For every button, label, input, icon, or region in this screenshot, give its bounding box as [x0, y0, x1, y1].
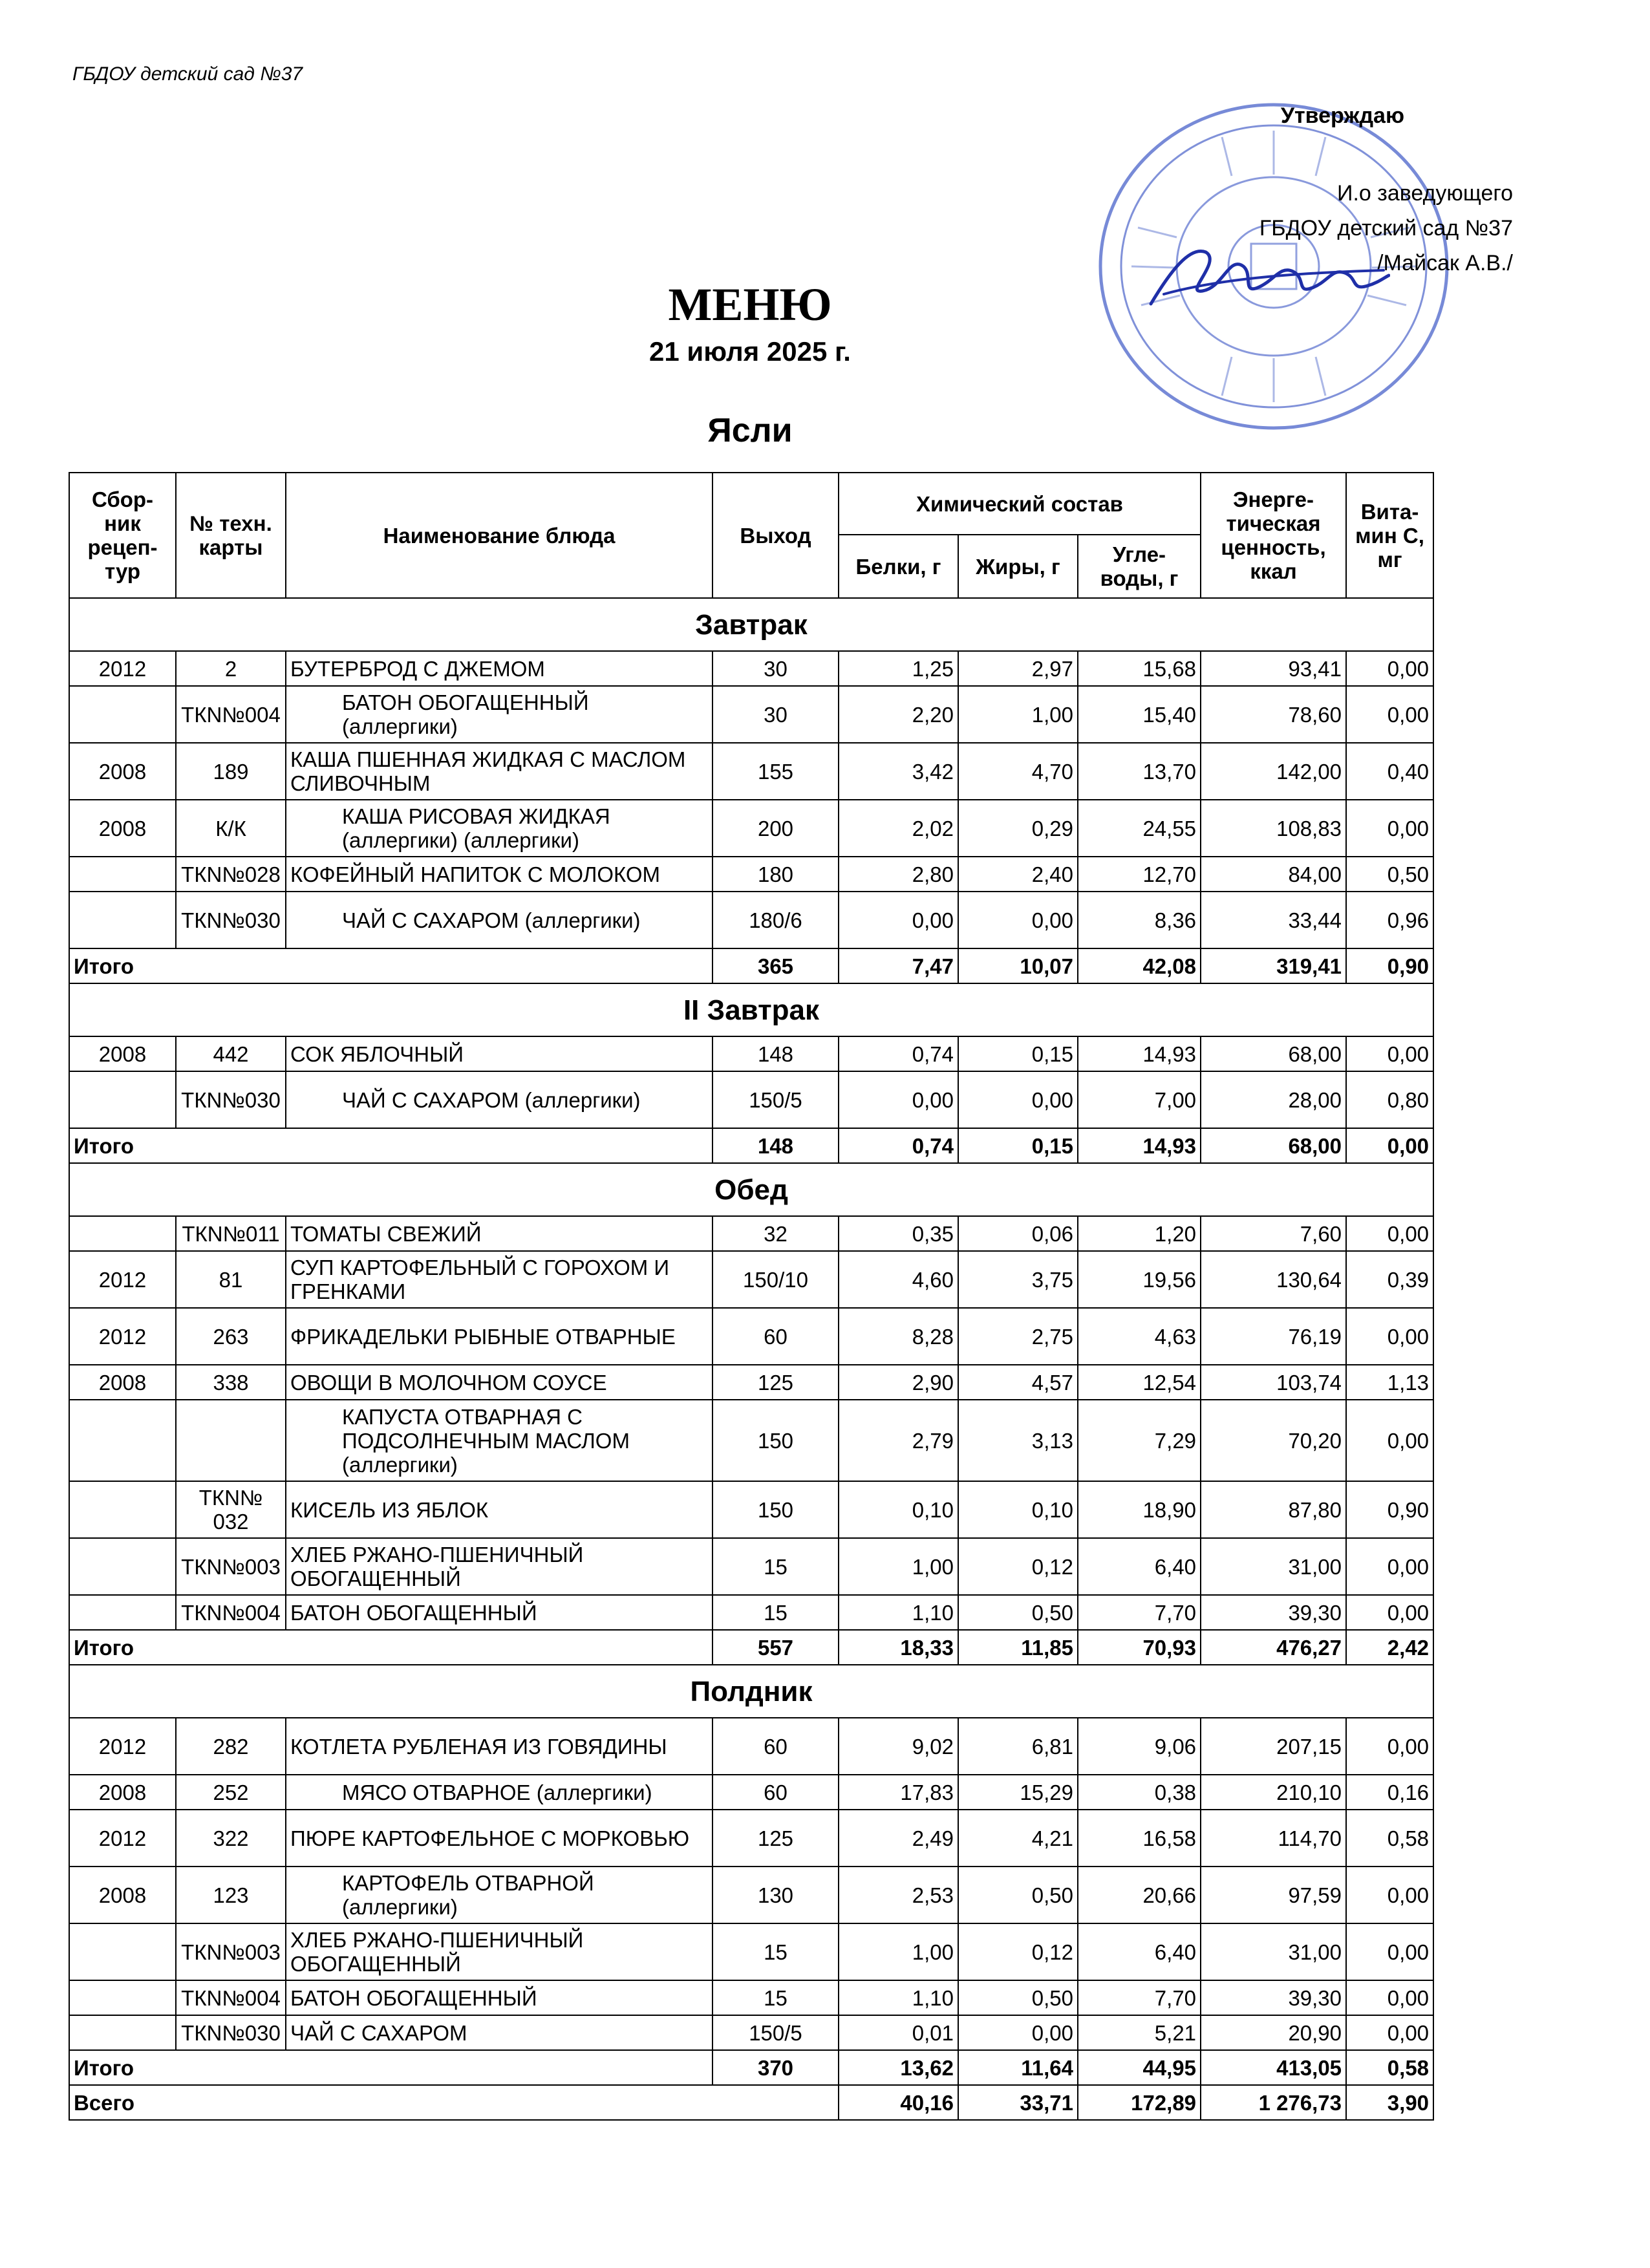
- tech-card-cell: [176, 1400, 286, 1481]
- yield-cell: 125: [712, 1810, 839, 1867]
- recipe-collection-cell: 2008: [69, 1867, 176, 1923]
- yield-cell: 60: [712, 1775, 839, 1810]
- dish-name-cell: ЧАЙ С САХАРОМ (аллергики): [286, 892, 712, 948]
- section-total-row: [69, 1630, 1433, 1665]
- carbs-cell: 16,58: [1078, 1810, 1201, 1867]
- carbs-cell: 15,68: [1078, 651, 1201, 686]
- vitamin-c-cell: 0,00: [1346, 2015, 1433, 2050]
- dish-row: [69, 1365, 1433, 1400]
- dish-row: [69, 1308, 1433, 1365]
- total-f: 11,64: [958, 2050, 1078, 2085]
- total-label: Итого: [69, 2050, 712, 2085]
- total-p: 7,47: [839, 948, 958, 983]
- tech-card-cell: ТКN№030: [176, 892, 286, 948]
- carbs-cell: 4,63: [1078, 1308, 1201, 1365]
- col-recipe-collection: Сбор-ник рецеп-тур: [69, 473, 176, 598]
- menu-body: [69, 598, 1433, 2120]
- total-c: 44,95: [1078, 2050, 1201, 2085]
- fat-cell: 0,06: [958, 1216, 1078, 1251]
- carbs-cell: 15,40: [1078, 686, 1201, 743]
- recipe-collection-cell: [69, 1216, 176, 1251]
- vitamin-c-cell: 1,13: [1346, 1365, 1433, 1400]
- dish-name-cell: БАТОН ОБОГАЩЕННЫЙ (аллергики): [286, 686, 712, 743]
- vitamin-c-cell: 0,58: [1346, 1810, 1433, 1867]
- vitamin-c-cell: 0,40: [1346, 743, 1433, 800]
- tech-card-cell: 322: [176, 1810, 286, 1867]
- protein-cell: 2,79: [839, 1400, 958, 1481]
- yield-cell: 150/5: [712, 2015, 839, 2050]
- dish-name-cell: КАША ПШЕННАЯ ЖИДКАЯ С МАСЛОМ СЛИВОЧНЫМ: [286, 743, 712, 800]
- col-yield: Выход: [712, 473, 839, 598]
- vitamin-c-cell: 0,50: [1346, 857, 1433, 892]
- protein-cell: 1,25: [839, 651, 958, 686]
- total-v: 2,42: [1346, 1630, 1433, 1665]
- total-e: 319,41: [1201, 948, 1346, 983]
- dish-row: [69, 892, 1433, 948]
- menu-date: 21 июля 2025 г.: [649, 336, 851, 367]
- grand-total-e: 1 276,73: [1201, 2085, 1346, 2120]
- recipe-collection-cell: [69, 1071, 176, 1128]
- carbs-cell: 20,66: [1078, 1867, 1201, 1923]
- vitamin-c-cell: 0,00: [1346, 1923, 1433, 1980]
- yield-cell: 150/5: [712, 1071, 839, 1128]
- vitamin-c-cell: 0,00: [1346, 651, 1433, 686]
- total-e: 476,27: [1201, 1630, 1346, 1665]
- vitamin-c-cell: 0,39: [1346, 1251, 1433, 1308]
- protein-cell: 2,90: [839, 1365, 958, 1400]
- total-yield: 557: [712, 1630, 839, 1665]
- energy-cell: 31,00: [1201, 1538, 1346, 1595]
- vitamin-c-cell: 0,00: [1346, 1308, 1433, 1365]
- carbs-cell: 6,40: [1078, 1538, 1201, 1595]
- yield-cell: 155: [712, 743, 839, 800]
- tech-card-cell: ТКN№003: [176, 1923, 286, 1980]
- section-total-row: [69, 1128, 1433, 1163]
- grand-total-v: 3,90: [1346, 2085, 1433, 2120]
- approval-label: Утверждаю: [1280, 103, 1404, 128]
- vitamin-c-cell: 0,16: [1346, 1775, 1433, 1810]
- recipe-collection-cell: [69, 892, 176, 948]
- dish-row: [69, 1595, 1433, 1630]
- recipe-collection-cell: [69, 1538, 176, 1595]
- yield-cell: 125: [712, 1365, 839, 1400]
- dish-row: [69, 743, 1433, 800]
- dish-name-cell: ФРИКАДЕЛЬКИ РЫБНЫЕ ОТВАРНЫЕ: [286, 1308, 712, 1365]
- total-e: 68,00: [1201, 1128, 1346, 1163]
- carbs-cell: 1,20: [1078, 1216, 1201, 1251]
- recipe-collection-cell: 2008: [69, 1036, 176, 1071]
- tech-card-cell: 338: [176, 1365, 286, 1400]
- vitamin-c-cell: 0,00: [1346, 1595, 1433, 1630]
- fat-cell: 0,00: [958, 892, 1078, 948]
- carbs-cell: 7,70: [1078, 1595, 1201, 1630]
- tech-card-cell: ТКN№004: [176, 1980, 286, 2015]
- energy-cell: 68,00: [1201, 1036, 1346, 1071]
- energy-cell: 39,30: [1201, 1595, 1346, 1630]
- fat-cell: 6,81: [958, 1718, 1078, 1775]
- carbs-cell: 24,55: [1078, 800, 1201, 857]
- yield-cell: 150: [712, 1400, 839, 1481]
- fat-cell: 2,75: [958, 1308, 1078, 1365]
- dish-name-cell: ОВОЩИ В МОЛОЧНОМ СОУСЕ: [286, 1365, 712, 1400]
- carbs-cell: 19,56: [1078, 1251, 1201, 1308]
- carbs-cell: 14,93: [1078, 1036, 1201, 1071]
- carbs-cell: 7,70: [1078, 1980, 1201, 2015]
- energy-cell: 97,59: [1201, 1867, 1346, 1923]
- dish-row: [69, 1071, 1433, 1128]
- energy-cell: 7,60: [1201, 1216, 1346, 1251]
- yield-cell: 150: [712, 1481, 839, 1538]
- yield-cell: 32: [712, 1216, 839, 1251]
- fat-cell: 4,57: [958, 1365, 1078, 1400]
- tech-card-cell: 81: [176, 1251, 286, 1308]
- total-label: Итого: [69, 948, 712, 983]
- dish-name-cell: БУТЕРБРОД С ДЖЕМОМ: [286, 651, 712, 686]
- recipe-collection-cell: [69, 1980, 176, 2015]
- grand-total-c: 172,89: [1078, 2085, 1201, 2120]
- carbs-cell: 0,38: [1078, 1775, 1201, 1810]
- yield-cell: 15: [712, 1923, 839, 1980]
- dish-row: [69, 686, 1433, 743]
- fat-cell: 0,00: [958, 1071, 1078, 1128]
- dish-row: [69, 1810, 1433, 1867]
- dish-row: [69, 800, 1433, 857]
- energy-cell: 76,19: [1201, 1308, 1346, 1365]
- yield-cell: 15: [712, 1538, 839, 1595]
- section-total-row: [69, 948, 1433, 983]
- recipe-collection-cell: 2012: [69, 1251, 176, 1308]
- recipe-collection-cell: 2012: [69, 1308, 176, 1365]
- total-c: 70,93: [1078, 1630, 1201, 1665]
- col-energy: Энерге-тическая ценность, ккал: [1201, 473, 1346, 598]
- age-group: Ясли: [707, 412, 793, 449]
- recipe-collection-cell: [69, 1923, 176, 1980]
- tech-card-cell: 2: [176, 651, 286, 686]
- yield-cell: 130: [712, 1867, 839, 1923]
- section-title: II Завтрак: [69, 983, 1433, 1036]
- yield-cell: 180/6: [712, 892, 839, 948]
- tech-card-cell: 282: [176, 1718, 286, 1775]
- organization-name: ГБДОУ детский сад №37: [72, 63, 303, 85]
- protein-cell: 1,10: [839, 1595, 958, 1630]
- dish-name-cell: БАТОН ОБОГАЩЕННЫЙ: [286, 1980, 712, 2015]
- vitamin-c-cell: 0,00: [1346, 686, 1433, 743]
- fat-cell: 3,13: [958, 1400, 1078, 1481]
- dish-row: [69, 1216, 1433, 1251]
- col-protein: Белки, г: [839, 535, 958, 598]
- dish-name-cell: СУП КАРТОФЕЛЬНЫЙ С ГОРОХОМ И ГРЕНКАМИ: [286, 1251, 712, 1308]
- section-title: Обед: [69, 1163, 1433, 1216]
- dish-name-cell: КИСЕЛЬ ИЗ ЯБЛОК: [286, 1481, 712, 1538]
- total-yield: 370: [712, 2050, 839, 2085]
- energy-cell: 108,83: [1201, 800, 1346, 857]
- tech-card-cell: ТКN№011: [176, 1216, 286, 1251]
- fat-cell: 0,00: [958, 2015, 1078, 2050]
- protein-cell: 0,00: [839, 892, 958, 948]
- total-f: 10,07: [958, 948, 1078, 983]
- energy-cell: 103,74: [1201, 1365, 1346, 1400]
- col-dish-name: Наименование блюда: [286, 473, 712, 598]
- col-carbs: Угле-воды, г: [1078, 535, 1201, 598]
- dish-name-cell: МЯСО ОТВАРНОЕ (аллергики): [286, 1775, 712, 1810]
- dish-name-cell: ХЛЕБ РЖАНО-ПШЕНИЧНЫЙ ОБОГАЩЕННЫЙ: [286, 1538, 712, 1595]
- yield-cell: 148: [712, 1036, 839, 1071]
- approver-name: /Майсак А.В./: [1377, 251, 1513, 275]
- recipe-collection-cell: [69, 686, 176, 743]
- tech-card-cell: ТКN№030: [176, 1071, 286, 1128]
- carbs-cell: 12,70: [1078, 857, 1201, 892]
- dish-name-cell: ЧАЙ С САХАРОМ: [286, 2015, 712, 2050]
- total-p: 0,74: [839, 1128, 958, 1163]
- section-header-row: [69, 983, 1433, 1036]
- total-p: 13,62: [839, 2050, 958, 2085]
- col-chemical-composition: Химический состав: [839, 473, 1201, 535]
- recipe-collection-cell: [69, 857, 176, 892]
- protein-cell: 2,49: [839, 1810, 958, 1867]
- section-header-row: [69, 598, 1433, 651]
- dish-name-cell: КОФЕЙНЫЙ НАПИТОК С МОЛОКОМ: [286, 857, 712, 892]
- approver-organization: ГБДОУ детский сад №37: [1259, 216, 1513, 241]
- energy-cell: 93,41: [1201, 651, 1346, 686]
- energy-cell: 87,80: [1201, 1481, 1346, 1538]
- total-c: 14,93: [1078, 1128, 1201, 1163]
- protein-cell: 0,01: [839, 2015, 958, 2050]
- fat-cell: 0,15: [958, 1036, 1078, 1071]
- dish-name-cell: ХЛЕБ РЖАНО-ПШЕНИЧНЫЙ ОБОГАЩЕННЫЙ: [286, 1923, 712, 1980]
- dish-row: [69, 1036, 1433, 1071]
- yield-cell: 30: [712, 651, 839, 686]
- yield-cell: 15: [712, 1595, 839, 1630]
- tech-card-cell: ТКN№004: [176, 686, 286, 743]
- energy-cell: 39,30: [1201, 1980, 1346, 2015]
- carbs-cell: 18,90: [1078, 1481, 1201, 1538]
- section-total-row: [69, 2050, 1433, 2085]
- dish-row: [69, 1980, 1433, 2015]
- recipe-collection-cell: [69, 1400, 176, 1481]
- yield-cell: 180: [712, 857, 839, 892]
- vitamin-c-cell: 0,00: [1346, 1718, 1433, 1775]
- dish-row: [69, 1538, 1433, 1595]
- carbs-cell: 13,70: [1078, 743, 1201, 800]
- dish-row: [69, 1251, 1433, 1308]
- recipe-collection-cell: 2008: [69, 1775, 176, 1810]
- fat-cell: 0,10: [958, 1481, 1078, 1538]
- energy-cell: 78,60: [1201, 686, 1346, 743]
- fat-cell: 15,29: [958, 1775, 1078, 1810]
- total-yield: 365: [712, 948, 839, 983]
- protein-cell: 0,74: [839, 1036, 958, 1071]
- recipe-collection-cell: [69, 1595, 176, 1630]
- energy-cell: 20,90: [1201, 2015, 1346, 2050]
- dish-name-cell: ЧАЙ С САХАРОМ (аллергики): [286, 1071, 712, 1128]
- total-v: 0,58: [1346, 2050, 1433, 2085]
- protein-cell: 1,10: [839, 1980, 958, 2015]
- protein-cell: 1,00: [839, 1538, 958, 1595]
- tech-card-cell: 442: [176, 1036, 286, 1071]
- section-header-row: [69, 1163, 1433, 1216]
- tech-card-cell: 189: [176, 743, 286, 800]
- dish-name-cell: КАПУСТА ОТВАРНАЯ С ПОДСОЛНЕЧНЫМ МАСЛОМ (аллергики): [286, 1400, 712, 1481]
- carbs-cell: 9,06: [1078, 1718, 1201, 1775]
- tech-card-cell: ТКN№030: [176, 2015, 286, 2050]
- menu-table: [69, 472, 1434, 2121]
- protein-cell: 8,28: [839, 1308, 958, 1365]
- total-v: 0,00: [1346, 1128, 1433, 1163]
- yield-cell: 150/10: [712, 1251, 839, 1308]
- dish-row: [69, 651, 1433, 686]
- section-title: Завтрак: [69, 598, 1433, 651]
- protein-cell: 17,83: [839, 1775, 958, 1810]
- fat-cell: 3,75: [958, 1251, 1078, 1308]
- vitamin-c-cell: 0,80: [1346, 1071, 1433, 1128]
- dish-row: [69, 1775, 1433, 1810]
- dish-row: [69, 857, 1433, 892]
- dish-row: [69, 1481, 1433, 1538]
- grand-total-label: Всего: [69, 2085, 839, 2120]
- yield-cell: 60: [712, 1718, 839, 1775]
- col-tech-card: № техн. карты: [176, 473, 286, 598]
- dish-row: [69, 1867, 1433, 1923]
- fat-cell: 2,97: [958, 651, 1078, 686]
- protein-cell: 0,10: [839, 1481, 958, 1538]
- fat-cell: 0,50: [958, 1595, 1078, 1630]
- recipe-collection-cell: 2012: [69, 1718, 176, 1775]
- grand-total-row: [69, 2085, 1433, 2120]
- section-header-row: [69, 1665, 1433, 1718]
- dish-row: [69, 1923, 1433, 1980]
- recipe-collection-cell: 2008: [69, 743, 176, 800]
- carbs-cell: 7,29: [1078, 1400, 1201, 1481]
- carbs-cell: 7,00: [1078, 1071, 1201, 1128]
- dish-name-cell: ТОМАТЫ СВЕЖИЙ: [286, 1216, 712, 1251]
- energy-cell: 130,64: [1201, 1251, 1346, 1308]
- dish-row: [69, 1718, 1433, 1775]
- total-label: Итого: [69, 1128, 712, 1163]
- document-title: МЕНЮ: [668, 279, 832, 330]
- total-f: 11,85: [958, 1630, 1078, 1665]
- total-yield: 148: [712, 1128, 839, 1163]
- fat-cell: 2,40: [958, 857, 1078, 892]
- yield-cell: 30: [712, 686, 839, 743]
- dish-name-cell: КАША РИСОВАЯ ЖИДКАЯ (аллергики) (аллергики): [286, 800, 712, 857]
- tech-card-cell: 123: [176, 1867, 286, 1923]
- section-title: Полдник: [69, 1665, 1433, 1718]
- recipe-collection-cell: [69, 1481, 176, 1538]
- energy-cell: 207,15: [1201, 1718, 1346, 1775]
- fat-cell: 0,50: [958, 1980, 1078, 2015]
- fat-cell: 1,00: [958, 686, 1078, 743]
- recipe-collection-cell: [69, 2015, 176, 2050]
- total-e: 413,05: [1201, 2050, 1346, 2085]
- energy-cell: 33,44: [1201, 892, 1346, 948]
- fat-cell: 0,50: [958, 1867, 1078, 1923]
- protein-cell: 3,42: [839, 743, 958, 800]
- yield-cell: 15: [712, 1980, 839, 2015]
- tech-card-cell: К/К: [176, 800, 286, 857]
- dish-name-cell: КАРТОФЕЛЬ ОТВАРНОЙ (аллергики): [286, 1867, 712, 1923]
- energy-cell: 210,10: [1201, 1775, 1346, 1810]
- tech-card-cell: ТКN№003: [176, 1538, 286, 1595]
- tech-card-cell: ТКN№ 032: [176, 1481, 286, 1538]
- grand-total-f: 33,71: [958, 2085, 1078, 2120]
- total-p: 18,33: [839, 1630, 958, 1665]
- fat-cell: 4,21: [958, 1810, 1078, 1867]
- protein-cell: 1,00: [839, 1923, 958, 1980]
- fat-cell: 0,29: [958, 800, 1078, 857]
- recipe-collection-cell: 2012: [69, 651, 176, 686]
- carbs-cell: 6,40: [1078, 1923, 1201, 1980]
- vitamin-c-cell: 0,00: [1346, 800, 1433, 857]
- protein-cell: 2,80: [839, 857, 958, 892]
- recipe-collection-cell: 2008: [69, 1365, 176, 1400]
- energy-cell: 28,00: [1201, 1071, 1346, 1128]
- vitamin-c-cell: 0,00: [1346, 1538, 1433, 1595]
- approver-position: И.о заведующего: [1337, 181, 1513, 206]
- vitamin-c-cell: 0,00: [1346, 1867, 1433, 1923]
- dish-row: [69, 1400, 1433, 1481]
- protein-cell: 0,35: [839, 1216, 958, 1251]
- vitamin-c-cell: 0,96: [1346, 892, 1433, 948]
- recipe-collection-cell: 2012: [69, 1810, 176, 1867]
- total-c: 42,08: [1078, 948, 1201, 983]
- total-f: 0,15: [958, 1128, 1078, 1163]
- tech-card-cell: ТКN№004: [176, 1595, 286, 1630]
- vitamin-c-cell: 0,00: [1346, 1036, 1433, 1071]
- yield-cell: 200: [712, 800, 839, 857]
- tech-card-cell: 263: [176, 1308, 286, 1365]
- energy-cell: 84,00: [1201, 857, 1346, 892]
- total-label: Итого: [69, 1630, 712, 1665]
- carbs-cell: 5,21: [1078, 2015, 1201, 2050]
- tech-card-cell: 252: [176, 1775, 286, 1810]
- dish-row: [69, 2015, 1433, 2050]
- recipe-collection-cell: 2008: [69, 800, 176, 857]
- energy-cell: 31,00: [1201, 1923, 1346, 1980]
- carbs-cell: 12,54: [1078, 1365, 1201, 1400]
- protein-cell: 4,60: [839, 1251, 958, 1308]
- fat-cell: 0,12: [958, 1538, 1078, 1595]
- energy-cell: 142,00: [1201, 743, 1346, 800]
- fat-cell: 0,12: [958, 1923, 1078, 1980]
- dish-name-cell: ПЮРЕ КАРТОФЕЛЬНОЕ С МОРКОВЬЮ: [286, 1810, 712, 1867]
- grand-total-p: 40,16: [839, 2085, 958, 2120]
- yield-cell: 60: [712, 1308, 839, 1365]
- energy-cell: 70,20: [1201, 1400, 1346, 1481]
- vitamin-c-cell: 0,00: [1346, 1400, 1433, 1481]
- protein-cell: 0,00: [839, 1071, 958, 1128]
- fat-cell: 4,70: [958, 743, 1078, 800]
- tech-card-cell: ТКN№028: [176, 857, 286, 892]
- vitamin-c-cell: 0,00: [1346, 1216, 1433, 1251]
- vitamin-c-cell: 0,00: [1346, 1980, 1433, 2015]
- total-v: 0,90: [1346, 948, 1433, 983]
- dish-name-cell: СОК ЯБЛОЧНЫЙ: [286, 1036, 712, 1071]
- vitamin-c-cell: 0,90: [1346, 1481, 1433, 1538]
- protein-cell: 2,53: [839, 1867, 958, 1923]
- col-fat: Жиры, г: [958, 535, 1078, 598]
- dish-name-cell: КОТЛЕТА РУБЛЕНАЯ ИЗ ГОВЯДИНЫ: [286, 1718, 712, 1775]
- protein-cell: 9,02: [839, 1718, 958, 1775]
- protein-cell: 2,20: [839, 686, 958, 743]
- protein-cell: 2,02: [839, 800, 958, 857]
- carbs-cell: 8,36: [1078, 892, 1201, 948]
- col-vitamin-c: Вита-мин С, мг: [1346, 473, 1433, 598]
- energy-cell: 114,70: [1201, 1810, 1346, 1867]
- dish-name-cell: БАТОН ОБОГАЩЕННЫЙ: [286, 1595, 712, 1630]
